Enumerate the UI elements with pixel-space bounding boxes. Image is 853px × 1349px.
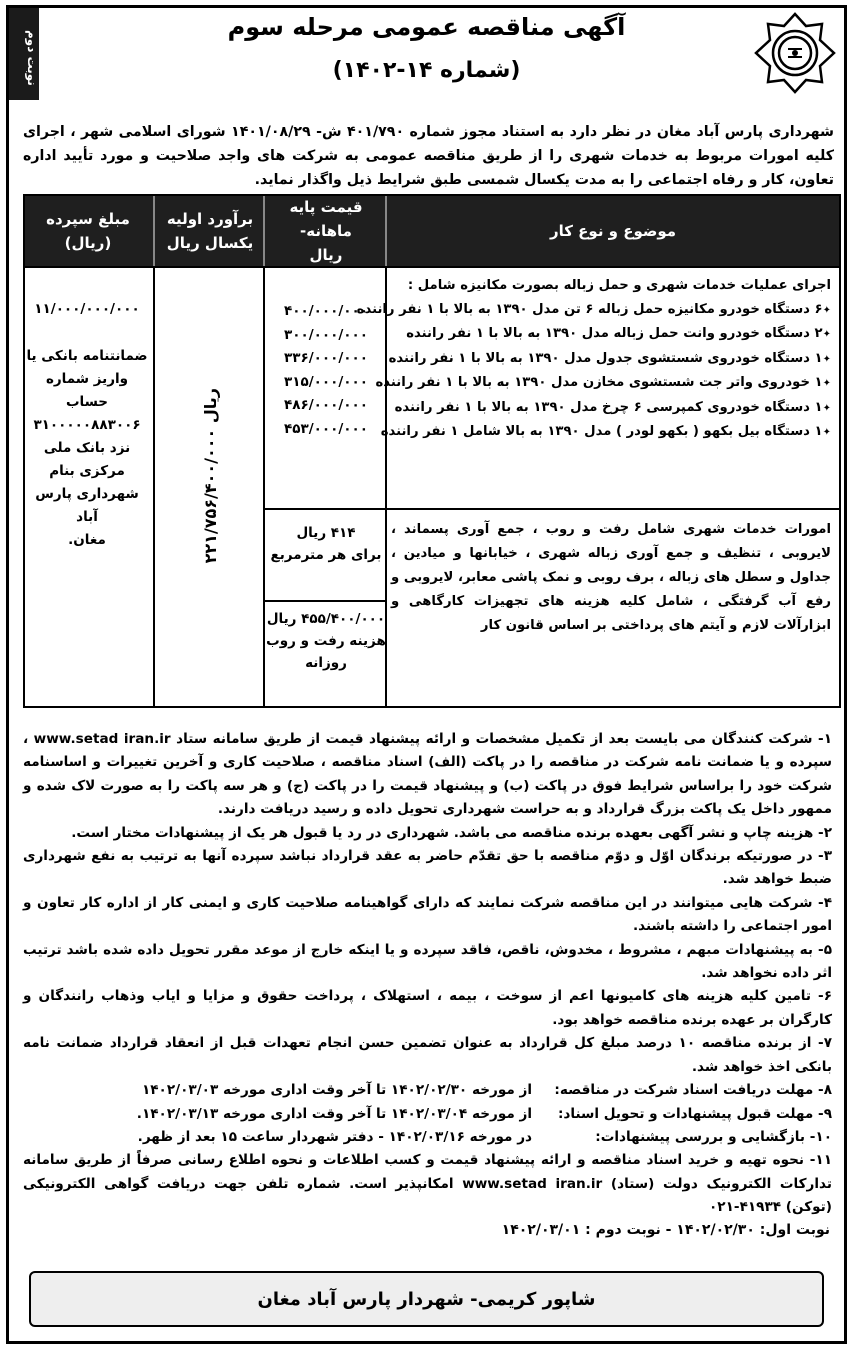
terms-list	[23, 728, 832, 1220]
list-item: ✦ ۲ دستگاه خودرو وانت حمل زباله مدل ۱۳۹۰ به بالا با ۱ نفر راننده	[391, 322, 831, 347]
list-item: ✦ ۱ خودروی واتر جت شستشوی مخازن مدل ۱۳۹۰ به بالا با ۱ نفر راننده	[391, 371, 831, 396]
municipality-logo-icon	[754, 12, 836, 94]
date-label: ۸- مهلت دریافت اسناد شرکت در مناقصه:	[554, 1082, 832, 1099]
header-base-price: قیمت پایه ماهانه- ریال	[289, 198, 363, 264]
term-item: ۵- به پیشنهادات مبهم ، مشروط ، مخدوش، ناقص، فاقد سپرده و یا اینکه خارج از موعد مقرر تحویل داده شده باشد ترتیب اثر داده نخواهد شد.	[23, 941, 832, 982]
row2-price-daily	[265, 608, 387, 674]
tender-notice	[6, 5, 847, 1344]
notice-number: (شماره ۱۴-۱۴۰۲)	[332, 58, 521, 83]
term-item: ۳- در صورتیکه برندگان اوّل و دوّم مناقصه با حق تقدّم حاضر به عقد قرارداد نباشد سپرده آنها به ترتیب به نفع شهرداری ضبط خواهد شد.	[23, 848, 832, 888]
list-item: ✦ ۱ دستگاه خودروی کمپرسی ۶ چرخ مدل ۱۳۹۰ به بالا با ۱ نفر راننده	[391, 396, 831, 421]
round-badge: نوبت دوم	[9, 8, 39, 100]
deposit-amount: ۱۱/۰۰۰/۰۰۰/۰۰۰	[34, 301, 140, 317]
table-header	[25, 196, 839, 266]
base-price: ۴۸۶/۰۰۰/۰۰۰	[283, 397, 369, 413]
annual-estimate: ۲۲۱/۷۵۶/۴۰۰/۰۰۰ ریال	[200, 388, 220, 564]
date-row	[23, 1103, 832, 1126]
list-item: ✦ ۱ دستگاه خودروی شستشوی جدول مدل ۱۳۹۰ به بالا با ۱ نفر راننده	[391, 347, 831, 372]
base-price: ۳۱۵/۰۰۰/۰۰۰	[283, 373, 369, 390]
date-value: در مورخه ۱۴۰۲/۰۳/۱۶ - دفتر شهردار ساعت ۱۵ بعد از ظهر.	[137, 1128, 532, 1145]
date-row	[23, 1126, 832, 1149]
daily-price: ۴۵۵/۴۰۰/۰۰۰ ریال	[266, 611, 386, 627]
date-value: از مورخه ۱۴۰۲/۰۳/۰۴ تا آخر وقت اداری مورخه ۱۴۰۲/۰۳/۱۳.	[136, 1105, 532, 1122]
row2-subject: امورات خدمات شهری شامل رفت و روب ، جمع آوری پسماند ، لایروبی ، تنظیف و جمع آوری زباله شهری ، خیابانها و میادین ، جداول و سطل های زباله ، برف روبی و نمک پاشی معابر، لایروبی و رفع آب گرفتگی ، شامل کلیه هزینه های تجهیزات کارگاهی و ابزارآلات لازم و آیتم های پرداختی بر اساس قانون کار	[391, 522, 831, 633]
base-price: ۳۰۰/۰۰۰/۰۰۰	[283, 326, 369, 343]
header-subject: موضوع و نوع کار	[549, 222, 677, 240]
term-item: ۴- شرکت هایی میتوانند در این مناقصه شرکت نمایند که دارای گواهینامه صلاحیت کاری و ایمنی کار از اداره کار تعاون و امور اجتماعی را داشته باشند.	[23, 894, 832, 935]
publication-dates: نوبت اول: ۱۴۰۲/۰۲/۳۰ - نوبت دوم : ۱۴۰۲/۰۳/۰۱	[501, 1222, 830, 1238]
base-price: ۳۳۶/۰۰۰/۰۰۰	[283, 350, 369, 366]
row1-title: اجرای عملیات خدمات شهری و حمل زباله بصورت مکانیزه شامل :	[407, 278, 831, 293]
intro-paragraph: شهرداری پارس آباد مغان در نظر دارد به استناد مجوز شماره ۴۰۱/۷۹۰ ش- ۱۴۰۱/۰۸/۲۹ شورای اسلامی شهر ، اجرای کلیه امورات مربوط به خدمات شهری را از طریق مناقصه عمومی به شرکت های واجد صلاحیت و مورد تأیید اداره تعاون، کار و رفاه اجتماعی را به مدت یکسال شمسی طبق شرایط ذیل واگذار نماید.	[23, 124, 834, 188]
list-item: ✦ ۶ دستگاه خودرو مکانیزه حمل زباله ۶ تن مدل ۱۳۹۰ به بالا با ۱ نفر راننده	[391, 298, 831, 323]
price-note: روزانه	[305, 655, 347, 671]
term-item: ۲- هزینه چاپ و نشر آگهی بعهده برنده مناقصه می باشد. شهرداری در رد یا قبول هر یک از پیشنهادات مختار است.	[71, 824, 832, 841]
row1-base-prices	[273, 300, 379, 441]
term-item: ۶- تامین کلیه هزینه های کامیونها اعم از سوخت ، بیمه ، استهلاک ، پرداخت حقوق و مزایا و ایاب وذهاب رانندگان و کارگران بر عهده برنده مناقصه خواهد بود.	[23, 988, 832, 1028]
row2-price-area	[265, 522, 387, 566]
header	[9, 8, 844, 106]
price-note: هزینه رفت و روب	[266, 633, 386, 649]
deposit-cell	[25, 298, 149, 552]
term-item: ۱- شرکت کنندگان می بایست بعد از تکمیل مشخصات و ارائه پیشنهاد قیمت از طریق سامانه ستاد www.setad iran.ir ، سپرده و یا ضمانت نامه شرکت در مناقصه را در پاکت (الف) اسناد مناقصه ، صلاحیت کاری و آخرین تغییرات و اساسنامه شرکت خود را براساس شرایط فوق در پاکت (ب) و پیشنهاد قیمت را در پاکت (ج) و هر سه پاکت را به صورت لاک شده و ممهور داخل یک پاکت بزرگ قرارداد و به حراست شهرداری تحویل داده و رسید دریافت دارند.	[23, 731, 832, 818]
header-estimate: برآورد اولیه یکسال ریال	[166, 210, 254, 252]
date-row	[23, 1079, 832, 1102]
deposit-account: ۳۱۰۰۰۰۰۸۸۳۰۰۶	[33, 417, 141, 433]
list-item: ✦ ۱ دستگاه بیل بکهو ( بکهو لودر ) مدل ۱۳۹۰ به بالا شامل ۱ نفر راننده	[391, 420, 831, 445]
term-item: ۷- از برنده مناقصه ۱۰ درصد مبلغ کل قرارداد به عنوان تضمین حسن انجام تعهدات قبل از انعقاد قرارداد ضمانت نامه بانکی اخذ خواهد شد.	[23, 1035, 832, 1075]
row1-subject	[356, 274, 831, 445]
base-price: ۴۰۰/۰۰۰/۰۰۰	[283, 303, 369, 319]
deposit-line: واریز شماره حساب	[45, 371, 129, 410]
date-label: ۹- مهلت قبول پیشنهادات و تحویل اسناد:	[557, 1105, 832, 1122]
price-per-m2: ۴۱۴ ریال	[296, 525, 356, 541]
base-price: ۴۵۳/۰۰۰/۰۰۰	[283, 420, 369, 437]
header-deposit: مبلغ سپرده (ریال)	[46, 210, 130, 252]
deposit-line: ضمانتنامه بانکی یا	[26, 348, 148, 364]
term-item: ۱۱- نحوه تهیه و خرید اسناد مناقصه و ارائه پیشنهاد قیمت و کسب اطلاعات و نحوه اطلاع رسانی صرفاً از طریق سامانه تدارکات الکترونیک دولت (ستاد) www.setad iran.ir امکانپذیر است. شماره تلفن جهت دریافت گواهی الکترونیکی (توکن) ۴۱۹۳۴-۰۲۱	[23, 1152, 833, 1216]
deposit-line: شهرداری پارس آباد	[35, 486, 139, 525]
notice-title: آگهی مناقصه عمومی مرحله سوم	[227, 13, 626, 41]
price-note: برای هر مترمربع	[270, 547, 382, 563]
deposit-line: مرکزی بنام	[49, 463, 125, 479]
deposit-line: مغان.	[68, 532, 106, 548]
date-value: از مورخه ۱۴۰۲/۰۲/۳۰ تا آخر وقت اداری مورخه ۱۴۰۲/۰۳/۰۳	[141, 1082, 532, 1099]
tender-table	[23, 194, 841, 708]
date-label: ۱۰- بازگشایی و بررسی پیشنهادات:	[595, 1128, 832, 1145]
deposit-line: نزد بانک ملی	[43, 440, 131, 456]
signature-footer: شاپور کریمی- شهردار پارس آباد مغان	[29, 1271, 824, 1327]
